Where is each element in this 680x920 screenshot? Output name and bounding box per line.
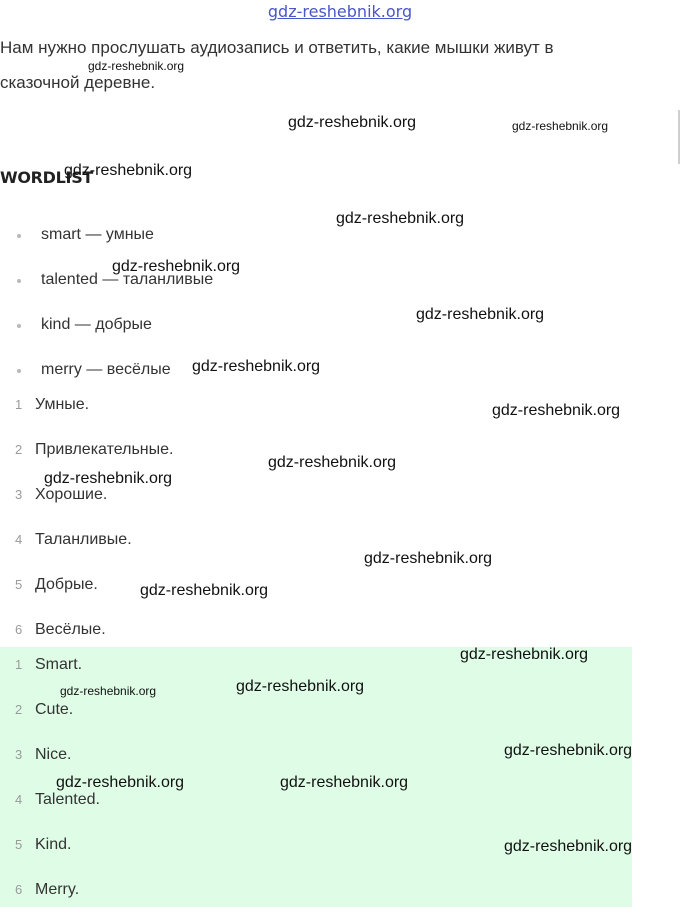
item-number: 5 <box>15 837 23 852</box>
answer-text: Умные. <box>35 396 90 413</box>
answer-item <box>0 650 100 695</box>
watermark: gdz-reshebnik.org <box>192 358 321 375</box>
answer-text: Kind. <box>35 836 72 853</box>
answer-text: Merry. <box>35 881 80 898</box>
answer-item <box>0 480 173 525</box>
watermark: gdz-reshebnik.org <box>336 210 465 227</box>
watermark: gdz-reshebnik.org <box>280 774 409 791</box>
answer-item <box>0 435 173 480</box>
answer-text: Таланливые. <box>35 531 132 548</box>
watermark: gdz-reshebnik.org <box>416 306 545 323</box>
answer-item <box>0 830 100 875</box>
watermark: gdz-reshebnik.org <box>56 774 185 791</box>
answer-item <box>0 390 173 435</box>
list-item <box>0 265 213 310</box>
intro-text: Нам нужно прослушать аудиозапись и ответить, какие мышки живут в сказочной деревне. <box>0 38 554 92</box>
watermark: gdz-reshebnik.org <box>492 402 621 419</box>
answer-item <box>0 695 100 740</box>
answer-text: Cute. <box>35 701 74 718</box>
answer-item <box>0 785 100 830</box>
watermark: gdz-reshebnik.org <box>60 684 157 698</box>
wordlist-item-label: talented — таланливые <box>41 271 214 288</box>
item-number: 6 <box>15 622 23 637</box>
item-number: 3 <box>15 747 23 762</box>
watermark: gdz-reshebnik.org <box>236 678 365 695</box>
watermark: gdz-reshebnik.org <box>112 258 241 275</box>
list-item <box>0 220 213 265</box>
wordlist-heading: WORDLIST <box>0 168 94 187</box>
wordlist-item-label: smart — умные <box>41 226 154 243</box>
answer-item <box>0 740 100 785</box>
wordlist-item-label: kind — добрые <box>41 316 152 333</box>
item-number: 4 <box>15 792 23 807</box>
item-number: 3 <box>15 487 23 502</box>
site-header-link[interactable]: gdz-reshebnik.org <box>267 2 413 21</box>
watermark: gdz-reshebnik.org <box>88 59 185 73</box>
answer-text: Talented. <box>35 791 100 808</box>
watermark: gdz-reshebnik.org <box>268 454 397 471</box>
bullet-icon <box>17 369 21 373</box>
watermark: gdz-reshebnik.org <box>288 114 417 131</box>
answer-text: Хорошие. <box>35 486 108 503</box>
watermark: gdz-reshebnik.org <box>364 550 493 567</box>
list-item <box>0 310 213 355</box>
watermark: gdz-reshebnik.org <box>64 162 193 179</box>
bullet-icon <box>17 279 21 283</box>
item-number: 5 <box>15 577 23 592</box>
answers-english <box>0 650 100 920</box>
answer-text: Smart. <box>35 656 83 673</box>
answer-text: Добрые. <box>35 576 98 593</box>
answer-text: Весёлые. <box>35 621 106 638</box>
watermark: gdz-reshebnik.org <box>140 582 269 599</box>
watermark: gdz-reshebnik.org <box>460 646 589 663</box>
bullet-icon <box>17 234 21 238</box>
item-number: 6 <box>15 882 23 897</box>
watermark: gdz-reshebnik.org <box>512 119 609 133</box>
answer-item <box>0 570 173 615</box>
watermark: gdz-reshebnik.org <box>504 742 633 759</box>
item-number: 1 <box>15 397 23 412</box>
wordlist <box>0 220 213 400</box>
answer-text: Привлекательные. <box>35 441 174 458</box>
answer-item <box>0 525 173 570</box>
item-number: 2 <box>15 702 23 717</box>
watermark: gdz-reshebnik.org <box>44 470 173 487</box>
item-number: 4 <box>15 532 23 547</box>
wordlist-item-label: merry — весёлые <box>41 361 171 378</box>
answer-item <box>0 875 100 920</box>
item-number: 2 <box>15 442 23 457</box>
bullet-icon <box>17 324 21 328</box>
answer-text: Nice. <box>35 746 72 763</box>
watermark: gdz-reshebnik.org <box>504 838 633 855</box>
item-number: 1 <box>15 657 23 672</box>
answers-russian <box>0 390 173 660</box>
